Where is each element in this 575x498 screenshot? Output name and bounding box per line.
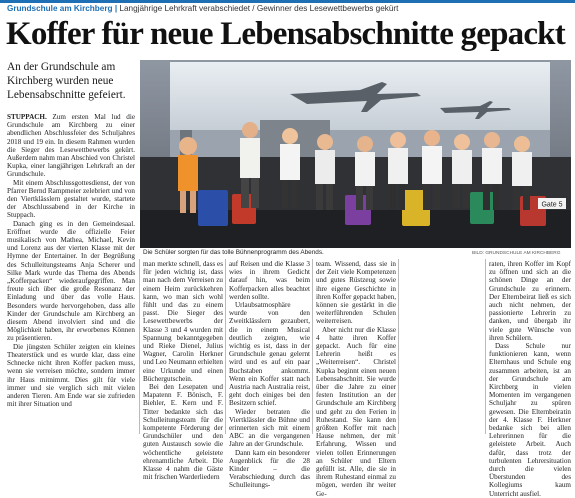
column-rule: [225, 259, 226, 434]
paragraph: raten, ihren Koffer im Kopf zu öffnen und sich an die schönen Dinge an der Grundschule zu erinnern. Der Elternbeirat ließ es sich auch nicht nehmen, der passionierte Lehrerin zu danken, und übergab ihr viele gute Wünsche von ihren Schülern.: [489, 260, 571, 342]
paragraph: man merkte schnell, dass es für jeden wichtig ist, dass man nach dem Verreisen zu einem Heim zurückkehren kann, wo man sich wohl fühlt und das zu einem passt. Die Sieger des Lesewettbewerbs der Klasse 3 und 4 wurden mit Spannung bekanntgegeben und Rieke Dienel, Julius Wagner, Carolin Herkner und Leo Neumann erhielten eine Urkunde und einen Büchergutschein.: [143, 260, 223, 383]
text-column-4: [316, 260, 396, 498]
kicker-section: Grundschule am Kirchberg: [7, 4, 113, 13]
paragraph: Dass Schule nur funktionieren kann, wenn Elternhaus und Schule eng zusammen arbeiten, ist an der Grundschule am Kirchberg in vielen Momenten im vergangenen Schuljahr zu spüren gewesen. Die Elternbeiratin der 4. Klasse F. Herkner bedanke sich bei allen Lehrerinnen für die geleistete Arbeit. Auch dafür, dass trotz der turbulenten Lehrersituation durch die vielen Überstunden des Kollegiums kaum Unterricht ausfiel.: [489, 342, 571, 498]
stage-photo: [140, 60, 571, 248]
paragraph: auf Reisen und die Klasse 3 wies in ihrem Gedicht darauf hin, was beim Kofferpacken alles beachtet werden sollte.: [229, 260, 310, 301]
kicker-topics: Langjährige Lehrkraft verabschiedet / Gewinner des Lesewettbewerbs gekürt: [119, 4, 399, 13]
dateline: STUPPACH.: [7, 113, 47, 121]
photo-credit: BILD: GRUNDSCHULE AM KIRCHBERG: [472, 251, 561, 256]
paragraph: team. Wissend, dass sie in der Zeit viele Kompetenzen und gutes Rüstzeug sowie ihre eigene Geschichte in ihren Koffer gepackt haben, können sie gestärkt in die weiterführenden Schulen weiterreisen.: [316, 260, 396, 326]
paragraph: Aber nicht nur die Klasse 4 hatte ihren Koffer gepackt. Auch für eine Lehrerin heißt es „Weiterreisen“. Christel Kupka beginnt einen neuen Lebensabschnitt. Sie wurde über die Jahre zu einer festen Institution an der Grundschule am Kirchberg und geht zu den Ferien in Ruhestand. Sie kann den größten Koffer mit nach Hause nehmen, der mit Erfahrung, Wissen und vielen tollen Erinnerungen an Schüler und Eltern gefüllt ist. Alle, die sie in ihrem Ruhestand einmal zu mögen, werden ihr weiter Ge-: [316, 325, 396, 498]
text-column-2: [143, 260, 223, 482]
text-column-1: [7, 113, 135, 433]
paragraph: Bei den Lesepaten und Mapatenn F. Bönisch, F. Biehler, E. Kern und F. Titter bedankte sich das Schulleitungsteam für die kompetente Förderung der Grundschüler und den guten Austausch sowie die wöchentliche geleistete ehrenamtliche Arbeit. Die Klasse 4 nahm die Gäste mit frischen Warderliedern: [143, 383, 223, 482]
column-rule: [485, 259, 486, 434]
text-column-5: [489, 260, 571, 498]
paragraph: Mit einem Abschlussgottesdienst, der von Pfarrer Bernd Rampmeier zelebriert und von den Viertklässlern gestaltet wurde, startete der Abschlussabend in der Kirche in Stuppach.: [7, 178, 135, 220]
gate-sign: Gate 5: [541, 201, 563, 209]
paragraph: Danach ging es in den Gemeindesaal. Eröffnet wurde die offizielle Feier musikalisch von Mathea, Michael, Kevin und Lorenz aus der vierten Klasse mit der Hymne der Entertainer. In der Begrüßung des Schulleitungsteams Anja Scherer und Silke Mark wurde das Thema des Abends „Kofferpacken“ wiederaufgegriffen. Man freute sich über die große Resonanz der Einladung und über das volle Haus. Besonders wurde hervorgehoben, dass alle Kinder der Grundschule am Kirchberg an diesem Abend involviert sind und die Möglichkeit haben, ihr erworbenes Können zu präsentieren.: [7, 219, 135, 343]
article-lead: An der Grundschule am Kirchberg wurden neue Lebensabschnitte gefeiert.: [7, 61, 126, 101]
paragraph: Urlaubsatmosphäre wurde von den Zweitklässlern gezaubert, die in einem Musical deutlich zeigten, wie wichtig es ist, dass in der Grundschule genau gelernt wird und es auf ein paar Buchstaben ankommt. Wenn ein Koffer statt nach Austria nach Australia reist, geht doch einiges bei den Besitzern schief.: [229, 301, 310, 408]
paragraph: Zum ersten Mal lud die Grundschule am Kirchberg zu einer abendlichen Abschlussfeier des Schuljahres 2018 und 19 ein. In diesem Rahmen wurden die Sieger des Lesewettbewerbs gekürt. Außerdem nahm man Abschied von Christel Kupka, einer langjährigen Lehrkraft an der Grundschule.: [7, 113, 135, 179]
top-rule: [0, 0, 575, 3]
column-rule: [139, 259, 140, 434]
text-column-3: [229, 260, 310, 490]
paragraph: Dann kam ein besonderer Augenblick für die 28 Kinder – die Verabschiedung durch das Schulleitungs-: [229, 448, 310, 490]
kicker: Grundschule am Kirchberg | Langjährige Lehrkraft verabschiedet / Gewinner des Lesewettbewerbs gekürt: [7, 4, 399, 13]
paragraph: Die jüngsten Schüler zeigten ein kleines Theaterstück und es wurde klar, dass eine Schnecke nicht ihren Koffer packen muss, wenn sie verreisen möchte, sondern immer ihr Haus mitnimmt. Dies gilt für viele immer und sie verglich sich mit vielen anderen Tieren. Am Ende war sie zufrieden mit ihrer Situation und: [7, 342, 135, 409]
photo-illustration: [140, 60, 571, 248]
column-rule: [312, 259, 313, 434]
article-headline: Koffer für neue Lebensabschnitte gepackt: [6, 16, 565, 52]
photo-caption: Die Schüler sorgten für das tolle Bühnenprogramm des Abends.: [143, 249, 324, 256]
column-rule: [398, 259, 399, 434]
paragraph: Wieder betraten die Viertklässler die Bühne und erinnerten sich mit einem ABC an die vergangenen Jahre an der Grundschule.: [229, 407, 310, 449]
